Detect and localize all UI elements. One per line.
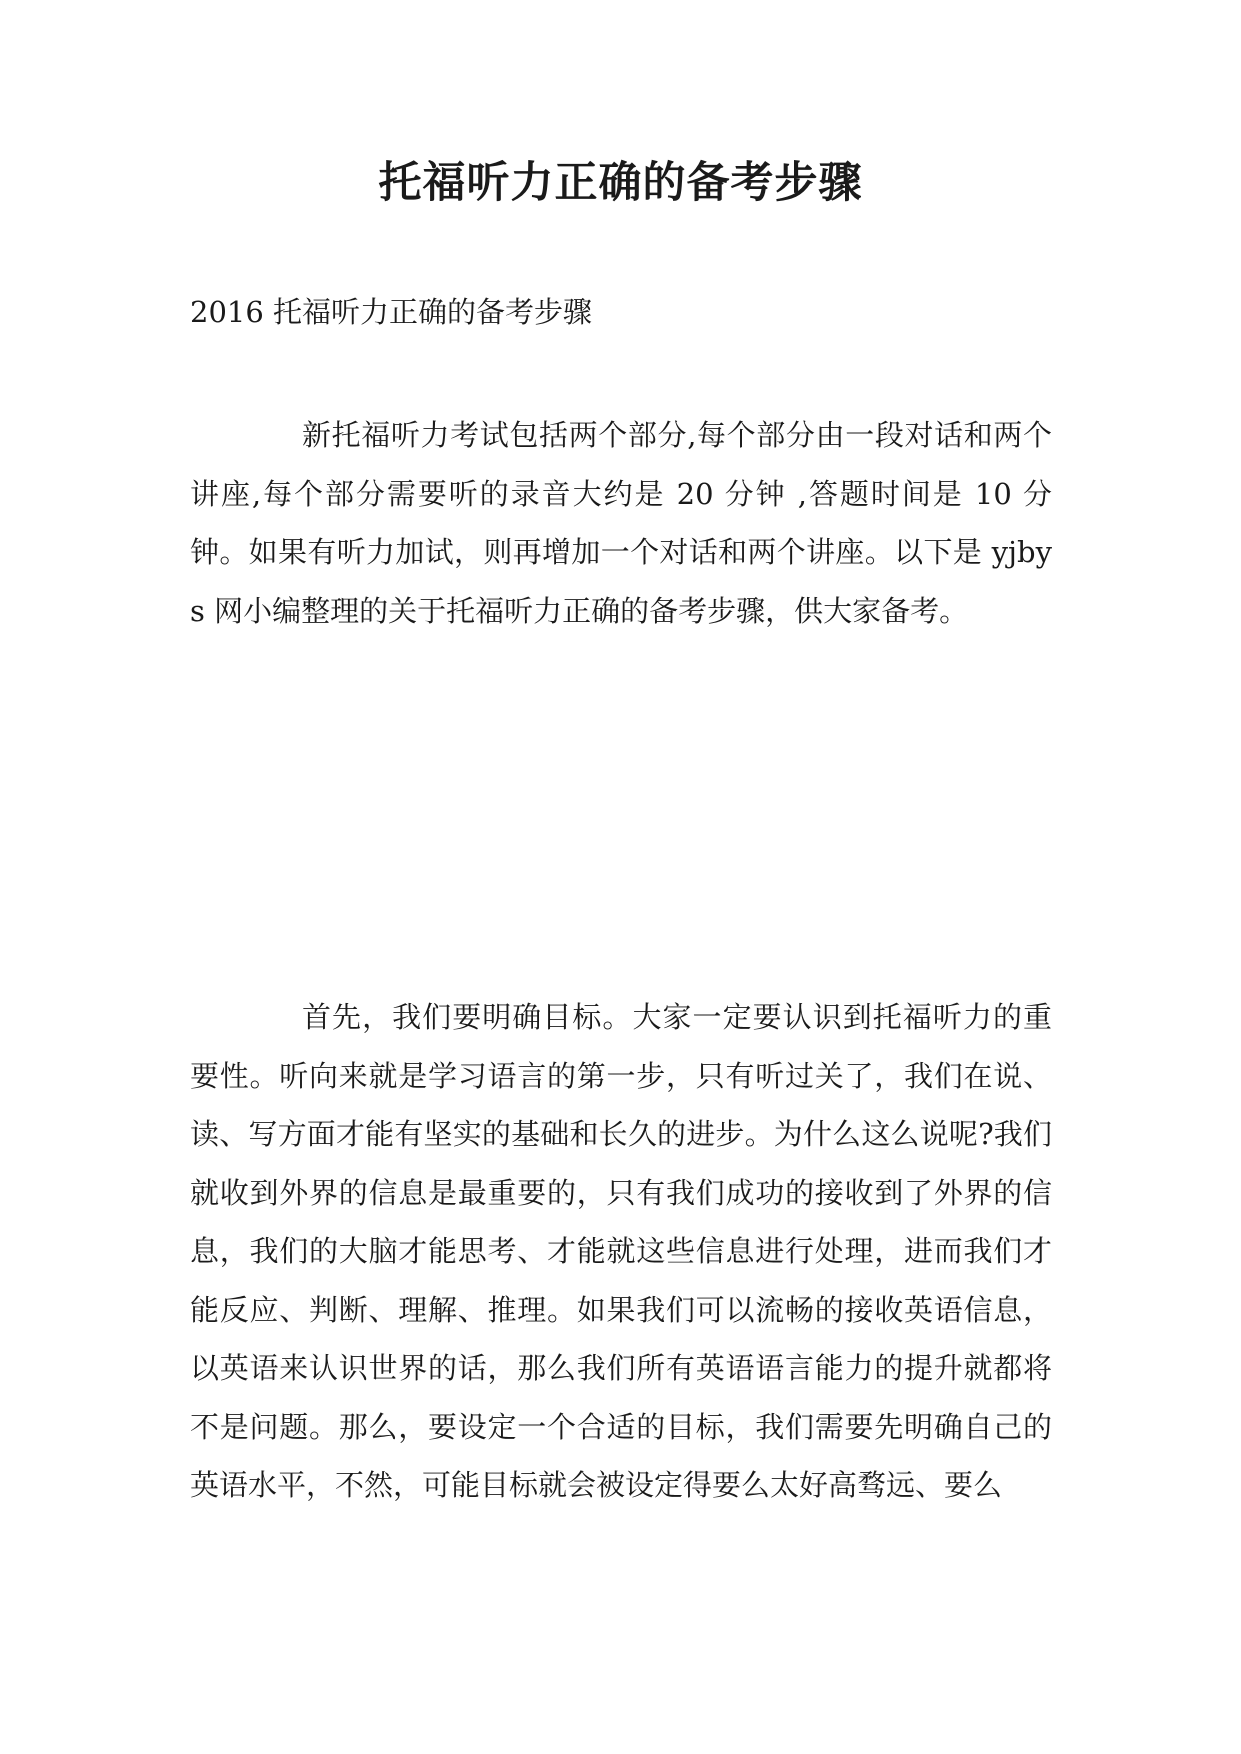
document-subtitle: 2016 托福听力正确的备考步骤: [190, 295, 593, 329]
paragraph-goal: 首先，我们要明确目标。大家一定要认识到托福听力的重要性。听向来就是学习语言的第一步，只有听过关了，我们在说、读、写方面才能有坚实的基础和长久的进步。为什么这么说呢?我们就收到外界的信息是最重要的，只有我们成功的接收到了外界的信息，我们的大脑才能思考、才能就这些信息进行处理，进而我们才能反应、判断、理解、推理。如果我们可以流畅的接收英语信息，以英语来认识世界的话，那么我们所有英语语言能力的提升就都将不是问题。那么，要设定一个合适的目标，我们需要先明确自己的英语水平，不然，可能目标就会被设定得要么太好高骛远、要么: [190, 1000, 1052, 1502]
document-title: 托福听力正确的备考步骤: [378, 158, 863, 208]
paragraph-intro: 新托福听力考试包括两个部分,每个部分由一段对话和两个讲座,每个部分需要听的录音大约是 20 分钟 ,答题时间是 10 分钟。如果有听力加试，则再增加一个对话和两个讲座。以下是 yjbys 网小编整理的关于托福听力正确的备考步骤，供大家备考。: [190, 418, 1052, 628]
